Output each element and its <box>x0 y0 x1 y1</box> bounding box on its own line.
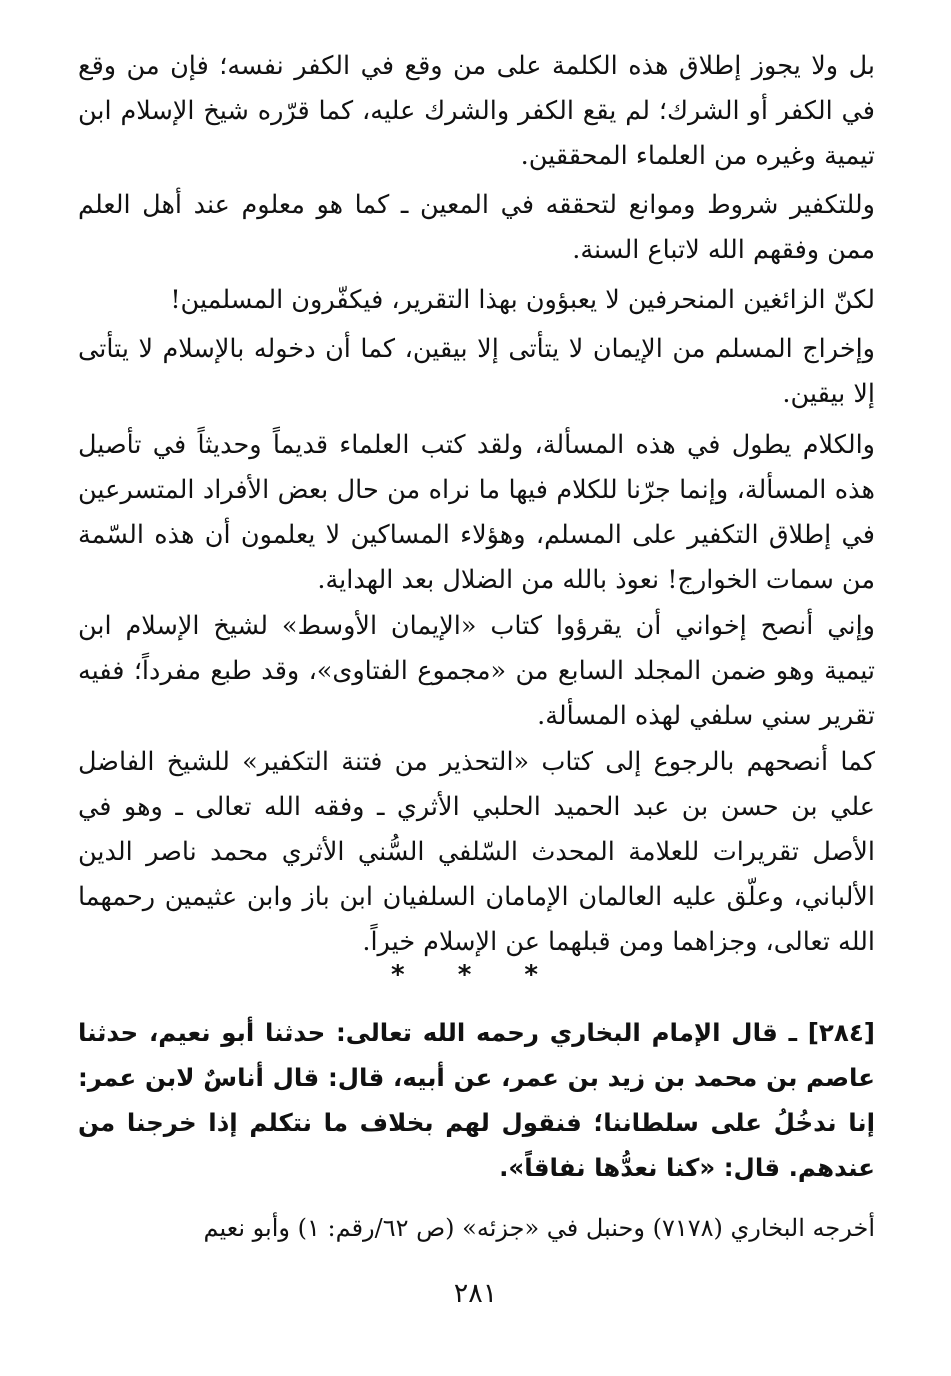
hadith-text: [٢٨٤] ـ قال الإمام البخاري رحمه الله تعالى: حدثنا أبو نعيم، حدثنا عاصم بن محمد بن زيد بن عمر، عن أبيه، قال: قال أناسٌ لابن عمر: إنا ندخُلُ على سلطاننا؛ فنقول لهم بخلاف ما نتكلم إذا خرجنا من عندهم. قال: «كنا نعدُّها نفاقاً». <box>78 1018 875 1182</box>
paragraph <box>78 44 875 179</box>
footnote: أخرجه البخاري (٧١٧٨) وحنبل في «جزئه» (ص ٦٢/رقم: ١) وأبو نعيم <box>203 1214 875 1242</box>
paragraph <box>78 183 875 273</box>
paragraph-text: وإخراج المسلم من الإيمان لا يتأتى إلا بيقين، كما أن دخوله بالإسلام لا يتأتى إلا بيقين. <box>78 334 875 409</box>
paragraph-text: وإني أنصح إخواني أن يقرؤوا كتاب «الإيمان الأوسط» لشيخ الإسلام ابن تيمية وهو ضمن المجلد السابع من «مجموع الفتاوى»، وقد طبع مفرداً؛ ففيه تقرير سني سلفي لهذه المسألة. <box>78 611 875 731</box>
page-number: ٢٨١ <box>453 1278 498 1309</box>
section-separator: * * * <box>391 960 560 990</box>
paragraph-text: بل ولا يجوز إطلاق هذه الكلمة على من وقع في الكفر نفسه؛ فإن من وقع في الكفر أو الشرك؛ لم يقع الكفر والشرك عليه، كما قرّره شيخ الإسلام ابن تيمية وغيره من العلماء المحققين. <box>78 51 875 171</box>
paragraph <box>78 327 875 417</box>
paragraph-text: وللتكفير شروط وموانع لتحققه في المعين ـ كما هو معلوم عند أهل العلم ممن وفقهم الله لاتباع السنة. <box>78 190 875 265</box>
paragraph-text: لكنّ الزائغين المنحرفين لا يعبؤون بهذا التقرير، فيكفّرون المسلمين! <box>170 285 875 315</box>
paragraph <box>78 278 875 323</box>
paragraph <box>78 604 875 739</box>
paragraph-text: كما أنصحهم بالرجوع إلى كتاب «التحذير من فتنة التكفير» للشيخ الفاضل علي بن حسن بن عبد الحميد الحلبي الأثري ـ وفقه الله تعالى ـ وهو في الأصل تقريرات للعلامة المحدث السّلفي السُّني الأثري محمد ناصر الدين الألباني، وعلّق عليه العالمان الإمامان السلفيان ابن باز وابن عثيمين رحمهما الله تعالى، وجزاهما ومن قبلهما عن الإسلام خيراً. <box>78 747 875 957</box>
paragraph <box>78 740 875 965</box>
paragraph-text: والكلام يطول في هذه المسألة، ولقد كتب العلماء قديماً وحديثاً في تأصيل هذه المسألة، وإنما جرّنا للكلام فيها ما نراه من حال بعض الأفراد المتسرعين في إطلاق التكفير على المسلم، وهؤلاء المساكين لا يعلمون أن هذه السّمة من سمات الخوارج! نعوذ بالله من الضلال بعد الهداية. <box>78 430 875 595</box>
paragraph <box>78 423 875 603</box>
